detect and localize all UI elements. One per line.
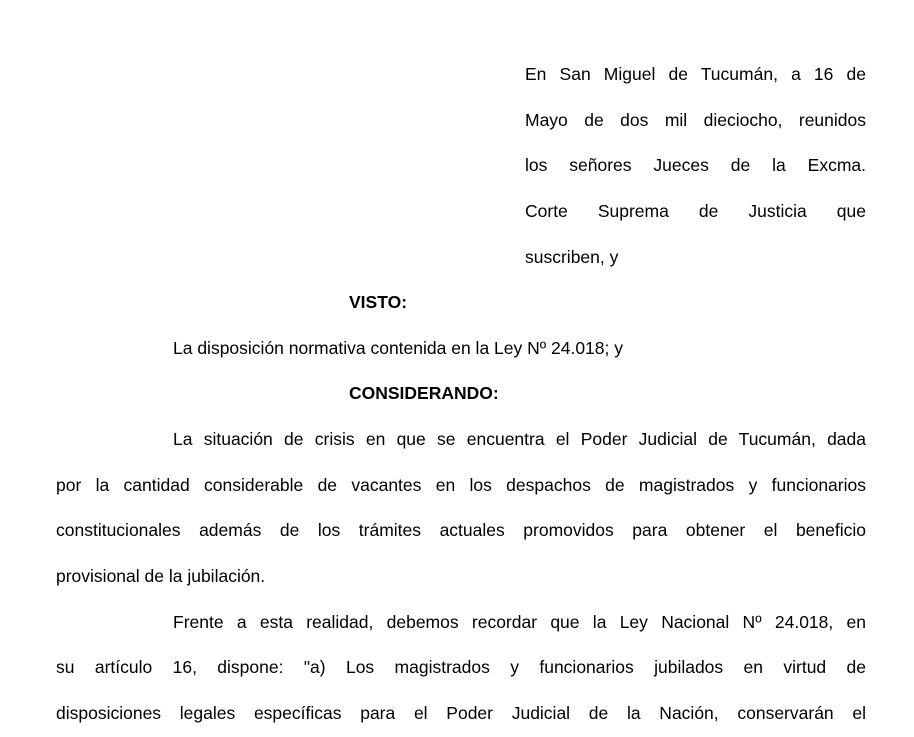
- visto-heading: VISTO:: [349, 292, 408, 312]
- visto-text: La disposición normativa contenida en la Ley Nº 24.018; y: [173, 338, 624, 358]
- paragraph-line: disposiciones legales específicas para el Poder Judicial de la Nación, conservarán el: [56, 703, 866, 723]
- paragraph-line: su artículo 16, dispone: "a) Los magistrados y funcionarios jubilados en virtud de: [56, 657, 866, 677]
- intro-line: los señores Jueces de la Excma.: [525, 155, 866, 175]
- paragraph-line: La situación de crisis en que se encuentra el Poder Judicial de Tucumán, dada: [173, 429, 866, 449]
- intro-line: En San Miguel de Tucumán, a 16 de: [525, 64, 866, 84]
- paragraph-line: por la cantidad considerable de vacantes en los despachos de magistrados y funcionarios: [56, 475, 866, 495]
- paragraph-line: constitucionales además de los trámites actuales promovidos para obtener el beneficio: [56, 520, 866, 540]
- paragraph-line: Frente a esta realidad, debemos recordar que la Ley Nacional Nº 24.018, en: [173, 612, 866, 632]
- paragraph-line: provisional de la jubilación.: [56, 566, 266, 586]
- considerando-heading: CONSIDERANDO:: [349, 383, 499, 403]
- intro-line: suscriben, y: [525, 247, 619, 267]
- intro-line: Mayo de dos mil dieciocho, reunidos: [525, 110, 866, 130]
- intro-line: Corte Suprema de Justicia que: [525, 201, 866, 221]
